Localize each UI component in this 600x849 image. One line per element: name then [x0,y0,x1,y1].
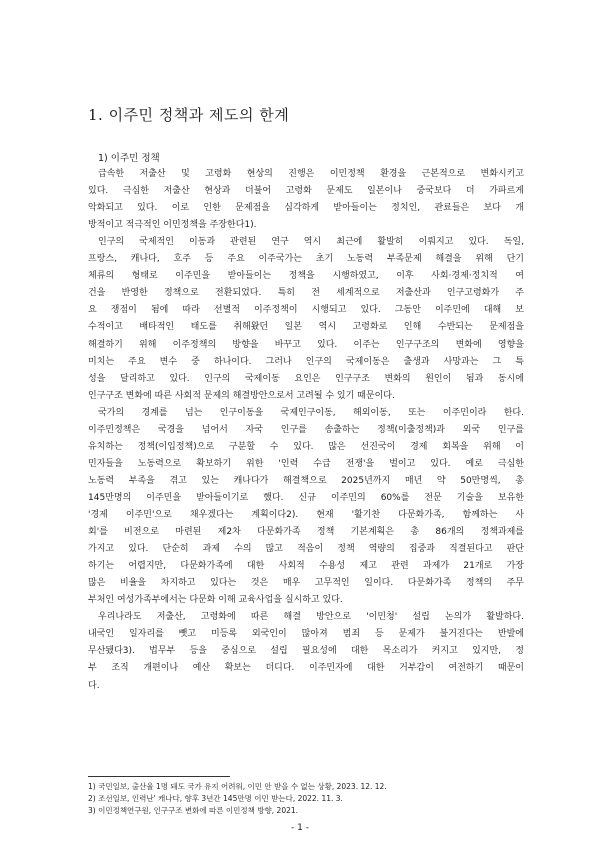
text-line: 있다. 극심한 저출산 현상과 더불어 고령화 문제도 일본이나 중국보다 더 가파르게 [88,186,524,197]
text-line: 미치는 주요 변수 중 하나이다. 그러나 인구의 국제이동은 출생과 사망과는 그 특 [88,356,524,367]
text-line: 민자들을 노동력으로 확보하기 위한 '인력 수급 전쟁'을 벌이고 있다. 예로 극심한 [88,458,524,469]
text-line: 유치하는 정책(이입정책)으로 구분할 수 있다. 많은 선진국이 경제 회복을 위해 이 [88,441,524,452]
text-line: 국가의 경계를 넘는 인구이동을 국제인구이동, 해외이동, 또는 이주민이라 한다. [98,407,524,418]
footnote: 3) 이민정책연구원, 인구구조 변화에 따른 이민정책 방향, 2021. [88,806,299,815]
text-line: 급속한 저출산 및 고령화 현상의 진행은 이민정책 환경을 근본적으로 변화시키고 [98,169,524,179]
text-line: 회'를 비전으로 마련된 제2차 다문화가족 정책 기본계획은 총 86개의 정책과제를 [88,527,524,538]
text-line: 프랑스, 캐나다, 호주 등 주요 이주국가는 초기 노동력 부족문제 해결을 위해 단기 [88,254,524,265]
footnote: 1) 국민일보, 출산율 1명 돼도 국가 유지 어려워, 이민 안 받을 수 없는 상황, 2023. 12. 12. [88,782,387,791]
subsection-heading: 1) 이주민 정책 [98,153,160,164]
text-line: 내국인 일자리를 뺏고 미등록 외국인이 많아져 범죄 등 문제가 불거진다는 반발에 [88,629,524,640]
text-line: 방적이고 적극적인 이민정책을 주장한다1). [88,220,257,231]
text-line: '경제 이주민'으로 채우겠다는 계획이다2). 현재 '활기찬 다문화가족, 함께하는 사 [88,510,524,520]
text-line: 무산됐다3). 법무부 등을 중심으로 설립 필요성에 대한 목소리가 커지고 있지만, 정 [88,646,524,657]
text-line: 해결하기 위해 이주정책의 방향을 바꾸고 있다. 이주는 인구구조의 변화에 영향을 [88,339,524,350]
text-line: 악화되고 있다. 이로 인한 문제점을 심각하게 받아들이는 정치인, 관료들은 보다 개 [88,203,524,214]
text-line: 노동력 부족을 겪고 있는 캐나다가 해결책으로 2025년까지 매년 약 50만명씩, 총 [88,475,524,486]
text-line: 가지고 있다. 단순히 과제 수의 많고 적음이 정책 역량의 집중과 직결된다고 판단 [88,544,524,555]
text-line: 성을 달리하고 있다. 인구의 국제이동 요인은 인구구조 변화의 원인이 됨과 동시에 [88,373,524,384]
text-line: 부처인 여성가족부에서는 다문화 이해 교육사업을 실시하고 있다. [88,595,343,606]
text-line: 부 조직 개편이나 예산 확보는 더디다. 이주민자에 대한 거부감이 여전하기 때문이 [88,663,524,674]
text-line: 인구구조 변화에 따른 사회적 문제의 해결방안으로서 고려될 수 있기 때문이다. [88,390,395,401]
text-line: 건을 반영한 정책으로 전환되었다. 특히 전 세계적으로 저출산과 인구고령화가 주 [88,288,524,299]
text-line: 많은 비율을 차지하고 있다는 것은 매우 고무적인 일이다. 다문화가족 정책의 주무 [88,578,524,589]
footnote-divider [88,776,230,777]
page-number: - 1 - [291,823,309,833]
footnote: 2) 조선일보, 인력난' 캐나다, 향후 3년간 145만명 이민 받는다, 2022. 11. 3. [88,794,343,803]
text-line: 하기는 어렵지만, 다문화가족에 대한 사회적 수용성 제고 관련 과제가 21개로 가장 [88,561,524,572]
text-line: 요 쟁점이 됨에 따라 선별적 이주정책이 시행되고 있다. 그동안 이주민에 대해 보 [88,305,524,316]
text-line: 다. [88,680,100,691]
text-line: 수적이고 배타적인 태도를 취해왔던 일본 역시 고령화로 인해 수반되는 문제점을 [88,322,524,333]
section-title: 1. 이주민 정책과 제도의 한계 [88,106,290,124]
text-line: 인구의 국제적인 이동과 관련된 연구 역시 최근에 활발히 이뤄지고 있다. 독일, [98,237,524,248]
text-line: 체류의 형태로 이주민을 받아들이는 정책을 시행하였고, 이후 사회·경제·정치적 여 [88,271,524,282]
text-line: 이주민정책은 국경을 넘어서 자국 인구를 송출하는 정책(이출정책)과 외국 인구를 [88,424,524,435]
text-line: 145만명의 이주민을 받아들이기로 했다. 신규 이주민의 60%를 전문 기술을 보유한 [88,492,524,503]
text-line: 우리나라도 저출산, 고령화에 따른 해결 방안으로 '이민청' 설립 논의가 활발하다. [98,612,524,623]
